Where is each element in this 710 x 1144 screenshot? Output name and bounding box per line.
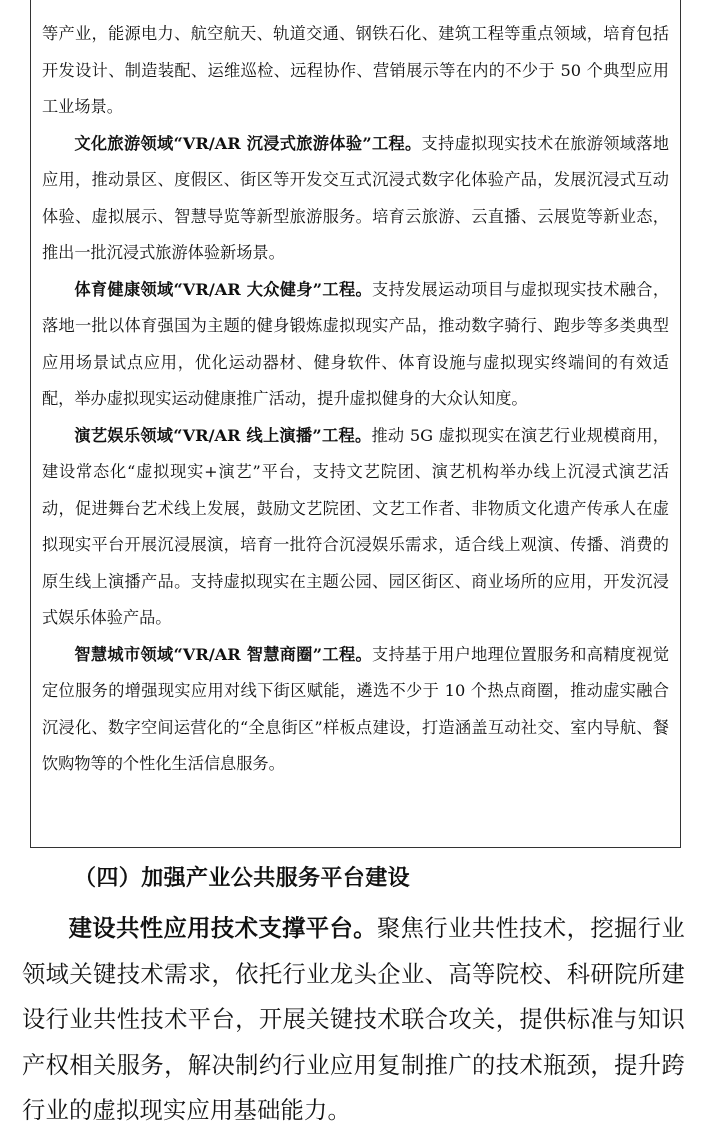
- box-paragraph-smart-city: [42, 637, 669, 783]
- section-text: 聚焦行业共性技术，挖掘行业领域关键技术需求，依托行业龙头企业、高等院校、科研院所建设行业共性技术平台，开展关键技术联合攻关，提供标准与知识产权相关服务，解决制约行业应用复制推广的技术瓶颈，提升跨行业的虚拟现实应用基础能力。: [22, 915, 685, 1124]
- boxed-content: [30, 0, 681, 848]
- box-paragraph-industry: [42, 16, 669, 126]
- paragraph-text: 支持虚拟现实技术在旅游领域落地应用，推动景区、度假区、街区等开发交互式沉浸式数字化体验产品，发展沉浸式互动体验、虚拟展示、智慧导览等新型旅游服务。培育云旅游、云直播、云展览等新业态，推出一批沉浸式旅游体验新场景。: [42, 133, 669, 262]
- box-paragraph-tourism: [42, 126, 669, 272]
- paragraph-lead: 智慧城市领域“VR/AR 智慧商圈”工程。: [74, 644, 372, 664]
- section-heading: （四）加强产业公共服务平台建设: [74, 865, 411, 891]
- paragraph-text: 支持基于用户地理位置服务和高精度视觉定位服务的增强现实应用对线下街区赋能，遴选不少于 10 个热点商圈，推动虚实融合沉浸化、数字空间运营化的“全息街区”样板点建设，打造涵盖互动社交、室内导航、餐饮购物等的个性化生活信息服务。: [42, 644, 670, 773]
- paragraph-text: 支持发展运动项目与虚拟现实技术融合，落地一批以体育强国为主题的健身锻炼虚拟现实产品，推动数字骑行、跑步等多类典型应用场景试点应用，优化运动器材、健身软件、体育设施与虚拟现实终端间的有效适配，举办虚拟现实运动健康推广活动，提升虚拟健身的大众认知度。: [42, 279, 670, 408]
- paragraph-lead: 体育健康领域“VR/AR 大众健身”工程。: [74, 279, 372, 299]
- box-paragraph-sports: [42, 272, 669, 418]
- paragraph-lead: 演艺娱乐领域“VR/AR 线上演播”工程。: [74, 425, 372, 445]
- paragraph-lead: 文化旅游领域“VR/AR 沉浸式旅游体验”工程。: [74, 133, 422, 153]
- paragraph-text: 等产业，能源电力、航空航天、轨道交通、钢铁石化、建筑工程等重点领域，培育包括开发设计、制造装配、运维巡检、远程协作、营销展示等在内的不少于 50 个典型应用工业场景。: [42, 24, 669, 116]
- section-body-paragraph: [22, 906, 685, 1134]
- box-paragraph-entertainment: [42, 418, 669, 637]
- section-lead: 建设共性应用技术支撑平台。: [68, 915, 377, 942]
- paragraph-text: 推动 5G 虚拟现实在演艺行业规模商用，建设常态化“虚拟现实+演艺”平台，支持文艺院团、演艺机构举办线上沉浸式演艺活动，促进舞台艺术线上发展，鼓励文艺院团、文艺工作者、非物质文化遗产传承人在虚拟现实平台开展沉浸展演，培育一批符合沉浸娱乐需求，适合线上观演、传播、消费的原生线上演播产品。支持虚拟现实在主题公园、园区街区、商业场所的应用，开发沉浸式娱乐体验产品。: [42, 425, 669, 627]
